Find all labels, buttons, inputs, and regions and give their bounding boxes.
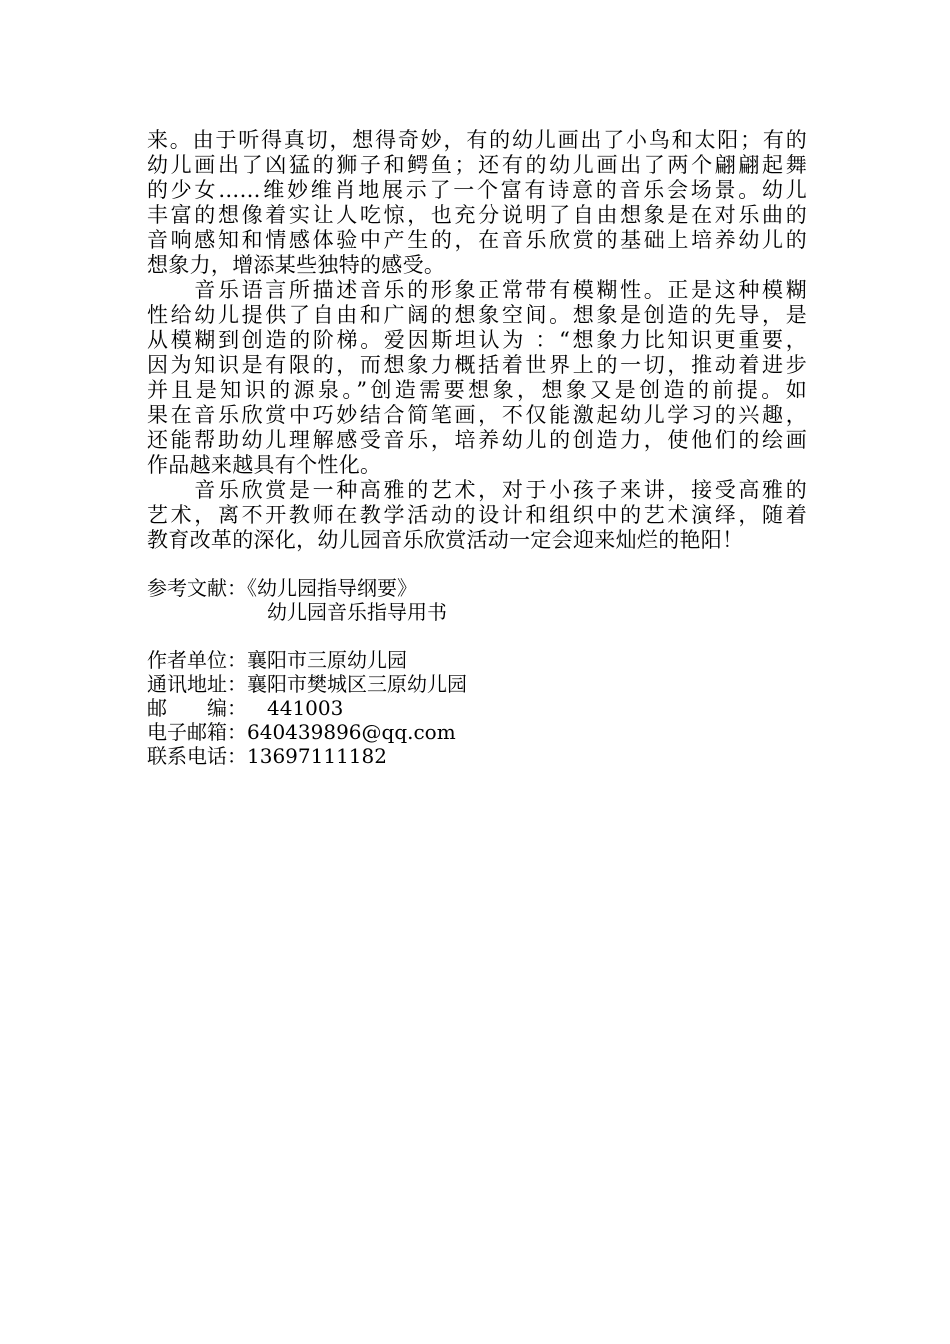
text-line: 果在音乐欣赏中巧妙结合简笔画，不仅能激起幼儿学习的兴趣， <box>147 403 807 427</box>
reference-row <box>147 600 807 624</box>
reference-item: 幼儿园音乐指导用书 <box>267 600 447 624</box>
author-unit-value: 襄阳市三原幼儿园 <box>247 648 407 672</box>
reference-item: 《幼儿园指导纲要》 <box>247 576 417 600</box>
text-line: 性给幼儿提供了自由和广阔的想象空间。想象是创造的先导，是 <box>147 303 807 327</box>
body-paragraph-1 <box>147 128 807 278</box>
postcode-label-part1: 邮 <box>147 696 167 720</box>
address-row <box>147 672 807 696</box>
text-line: 教育改革的深化，幼儿园音乐欣赏活动一定会迎来灿烂的艳阳！ <box>147 528 744 552</box>
email-value: 640439896@qq.com <box>247 720 456 744</box>
text-line: 想象力，增添某些独特的感受。 <box>147 253 446 277</box>
text-line: 音乐语言所描述音乐的形象正常带有模糊性。正是这种模糊 <box>147 278 807 302</box>
author-unit-label: 作者单位： <box>147 648 247 672</box>
phone-value: 13697111182 <box>247 744 387 768</box>
body-paragraph-2 <box>147 278 807 478</box>
phone-row <box>147 744 807 768</box>
text-line: 从模糊到创造的阶梯。爱因斯坦认为 ：“想象力比知识更重要， <box>147 328 807 352</box>
address-label: 通讯地址： <box>147 672 247 696</box>
text-line: 还能帮助幼儿理解感受音乐，培养幼儿的创造力，使他们的绘画 <box>147 428 807 452</box>
text-line: 音乐欣赏是一种高雅的艺术，对于小孩子来讲，接受高雅的 <box>147 478 807 502</box>
text-line: 来。由于听得真切，想得奇妙，有的幼儿画出了小鸟和太阳；有的 <box>147 128 807 152</box>
references-label: 参考文献： <box>147 576 247 600</box>
address-value: 襄阳市樊城区三原幼儿园 <box>247 672 467 696</box>
postcode-value: 441003 <box>267 696 344 720</box>
postcode-row <box>147 696 807 720</box>
postcode-label <box>147 696 267 720</box>
postcode-label-part2: 编： <box>207 696 247 720</box>
text-line: 作品越来越具有个性化。 <box>147 453 382 477</box>
text-line: 艺术，离不开教师在教学活动的设计和组织中的艺术演绎，随着 <box>147 503 807 527</box>
email-row <box>147 720 807 744</box>
text-line: 并且是知识的源泉。”创造需要想象，想象又是创造的前提。如 <box>147 378 807 402</box>
text-line: 的少女……维妙维肖地展示了一个富有诗意的音乐会场景。幼儿 <box>147 178 807 202</box>
email-label: 电子邮箱： <box>147 720 247 744</box>
author-info-section <box>147 648 807 768</box>
text-line: 因为知识是有限的，而想象力概括着世界上的一切，推动着进步 <box>147 353 807 377</box>
document-page <box>147 128 807 768</box>
reference-row <box>147 576 807 600</box>
references-section <box>147 576 807 624</box>
text-line: 幼儿画出了凶猛的狮子和鳄鱼；还有的幼儿画出了两个翩翩起舞 <box>147 153 807 177</box>
phone-label: 联系电话： <box>147 744 247 768</box>
text-line: 丰富的想像着实让人吃惊，也充分说明了自由想象是在对乐曲的 <box>147 203 807 227</box>
text-line: 音响感知和情感体验中产生的，在音乐欣赏的基础上培养幼儿的 <box>147 228 807 252</box>
author-unit-row <box>147 648 807 672</box>
body-paragraph-3 <box>147 478 807 553</box>
